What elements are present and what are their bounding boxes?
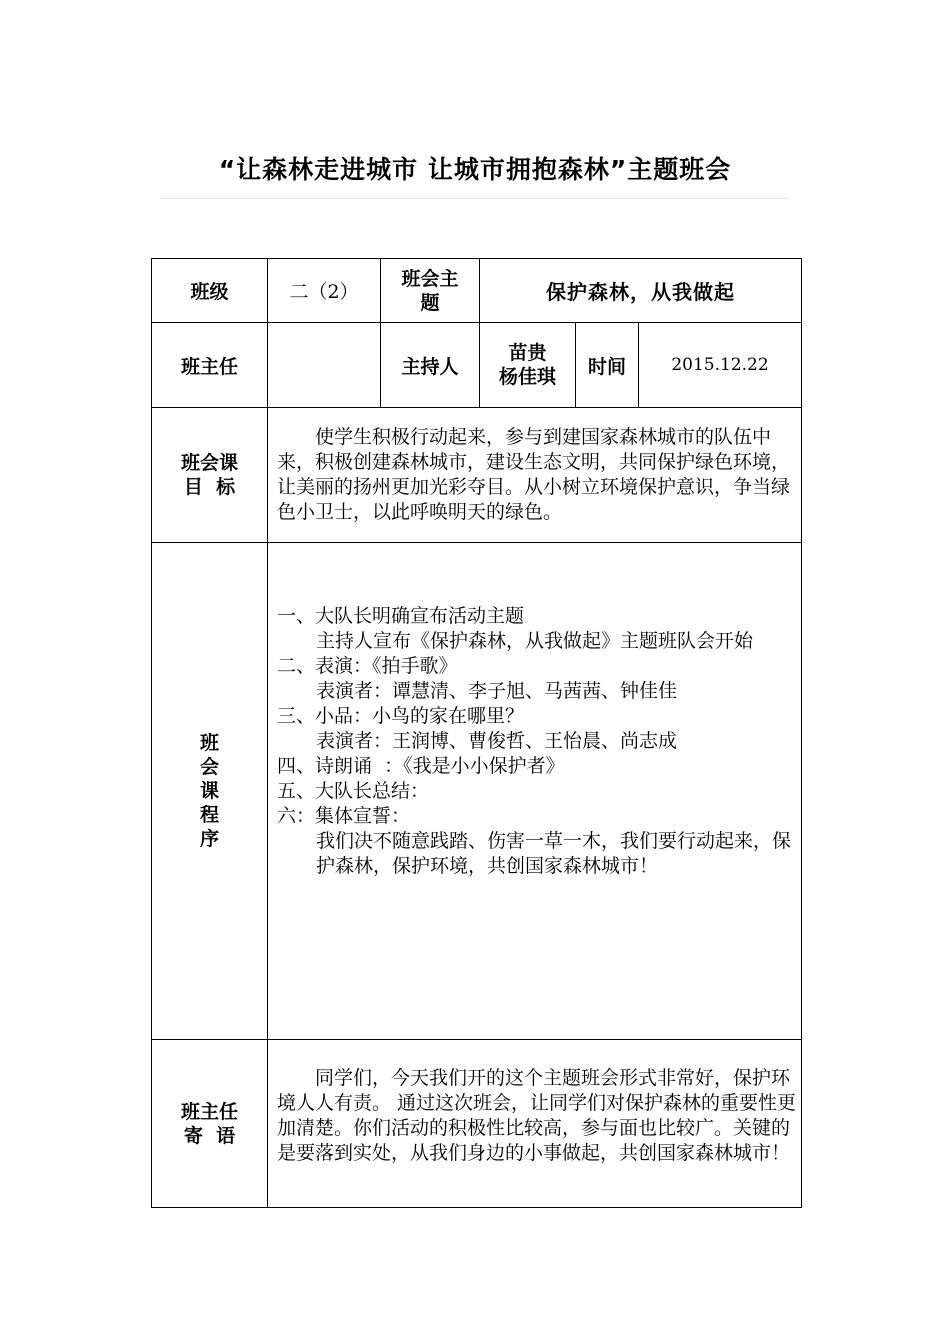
row-program: [152, 543, 802, 1040]
program-label: [152, 543, 268, 1040]
teacher-value: [268, 323, 381, 408]
program-label-char: 班: [199, 732, 219, 754]
time-value: 2015.12.22: [639, 323, 802, 408]
program-label-char: 课: [199, 780, 219, 802]
message-label-line-2: 寄 语: [183, 1124, 236, 1147]
message-label-line-1: 班主任: [180, 1100, 238, 1123]
row-goal: [152, 408, 802, 543]
time-label: 时间: [576, 323, 639, 408]
row-message: [152, 1040, 802, 1208]
program-label-char: 会: [199, 756, 219, 778]
goal-label: [152, 408, 268, 543]
class-label: 班级: [152, 259, 268, 323]
row-class-theme: [152, 259, 802, 323]
program-step-detail: 表演者：谭慧清、李子旭、马茜茜、钟佳佳: [316, 680, 678, 702]
host-name-1: 苗贵: [508, 342, 547, 364]
class-value: 二（2）: [268, 259, 381, 323]
program-step: 二、表演：《拍手歌》: [277, 655, 458, 677]
theme-label: [381, 259, 480, 323]
program-list: [268, 543, 802, 1040]
theme-label-line-1: 班会主: [401, 267, 459, 290]
message-label: [152, 1040, 268, 1208]
program-label-char: 序: [199, 828, 219, 850]
goal-text-cell: [268, 408, 802, 543]
title-divider: [160, 198, 790, 199]
goal-text: 使学生积极行动起来，参与到建国家森林城市的队伍中来，积极创建森林城市，建设生态文明，共同保护绿色环境，让美丽的扬州更加光彩夺目。从小树立环境保护意识，争当绿色小卫士，以此呼唤明天的绿色。: [277, 426, 791, 523]
host-name-2: 杨佳琪: [498, 366, 556, 388]
program-step-detail: 表演者：王润博、曹俊哲、王怡晨、尚志成: [316, 730, 678, 752]
row-teacher-host-time: [152, 323, 802, 408]
theme-label-line-2: 题: [420, 291, 440, 314]
program-step: 五、大队长总结：: [277, 780, 430, 802]
program-step-detail: 主持人宣布《保护森林，从我做起》主题班队会开始: [316, 630, 754, 652]
message-text: 同学们，今天我们开的这个主题班会形式非常好，保护环境人人有责。 通过这次班会，让同学们对保护森林的重要性更加清楚。你们活动的积极性比较高，参与面也比较广。关键的是要落到实处，从我们身边的小事做起，共创国家森林城市！: [277, 1067, 797, 1164]
program-step: 一、大队长明确宣布活动主题: [277, 605, 525, 627]
program-step: 四、诗朗诵 ：《我是小小保护者》: [277, 755, 565, 777]
program-step: 六：集体宣誓：: [277, 805, 411, 827]
goal-label-line-2: 目 标: [183, 476, 236, 498]
host-label: 主持人: [381, 323, 480, 408]
program-step: 三、小品：小鸟的家在哪里？: [277, 705, 525, 727]
class-meeting-form: [151, 258, 802, 1208]
program-step-detail: 我们决不随意践踏、伤害一草一木，我们要行动起来，保护森林，保护环境，共创国家森林城市！: [316, 830, 792, 877]
page-title: “让森林走进城市 让城市拥抱森林”主题班会: [218, 155, 732, 184]
teacher-label: 班主任: [152, 323, 268, 408]
host-names: [480, 323, 576, 408]
program-label-char: 程: [199, 804, 219, 826]
goal-label-line-1: 班会课: [180, 452, 238, 474]
message-text-cell: [268, 1040, 802, 1208]
theme-value: 保护森林，从我做起: [480, 259, 802, 323]
